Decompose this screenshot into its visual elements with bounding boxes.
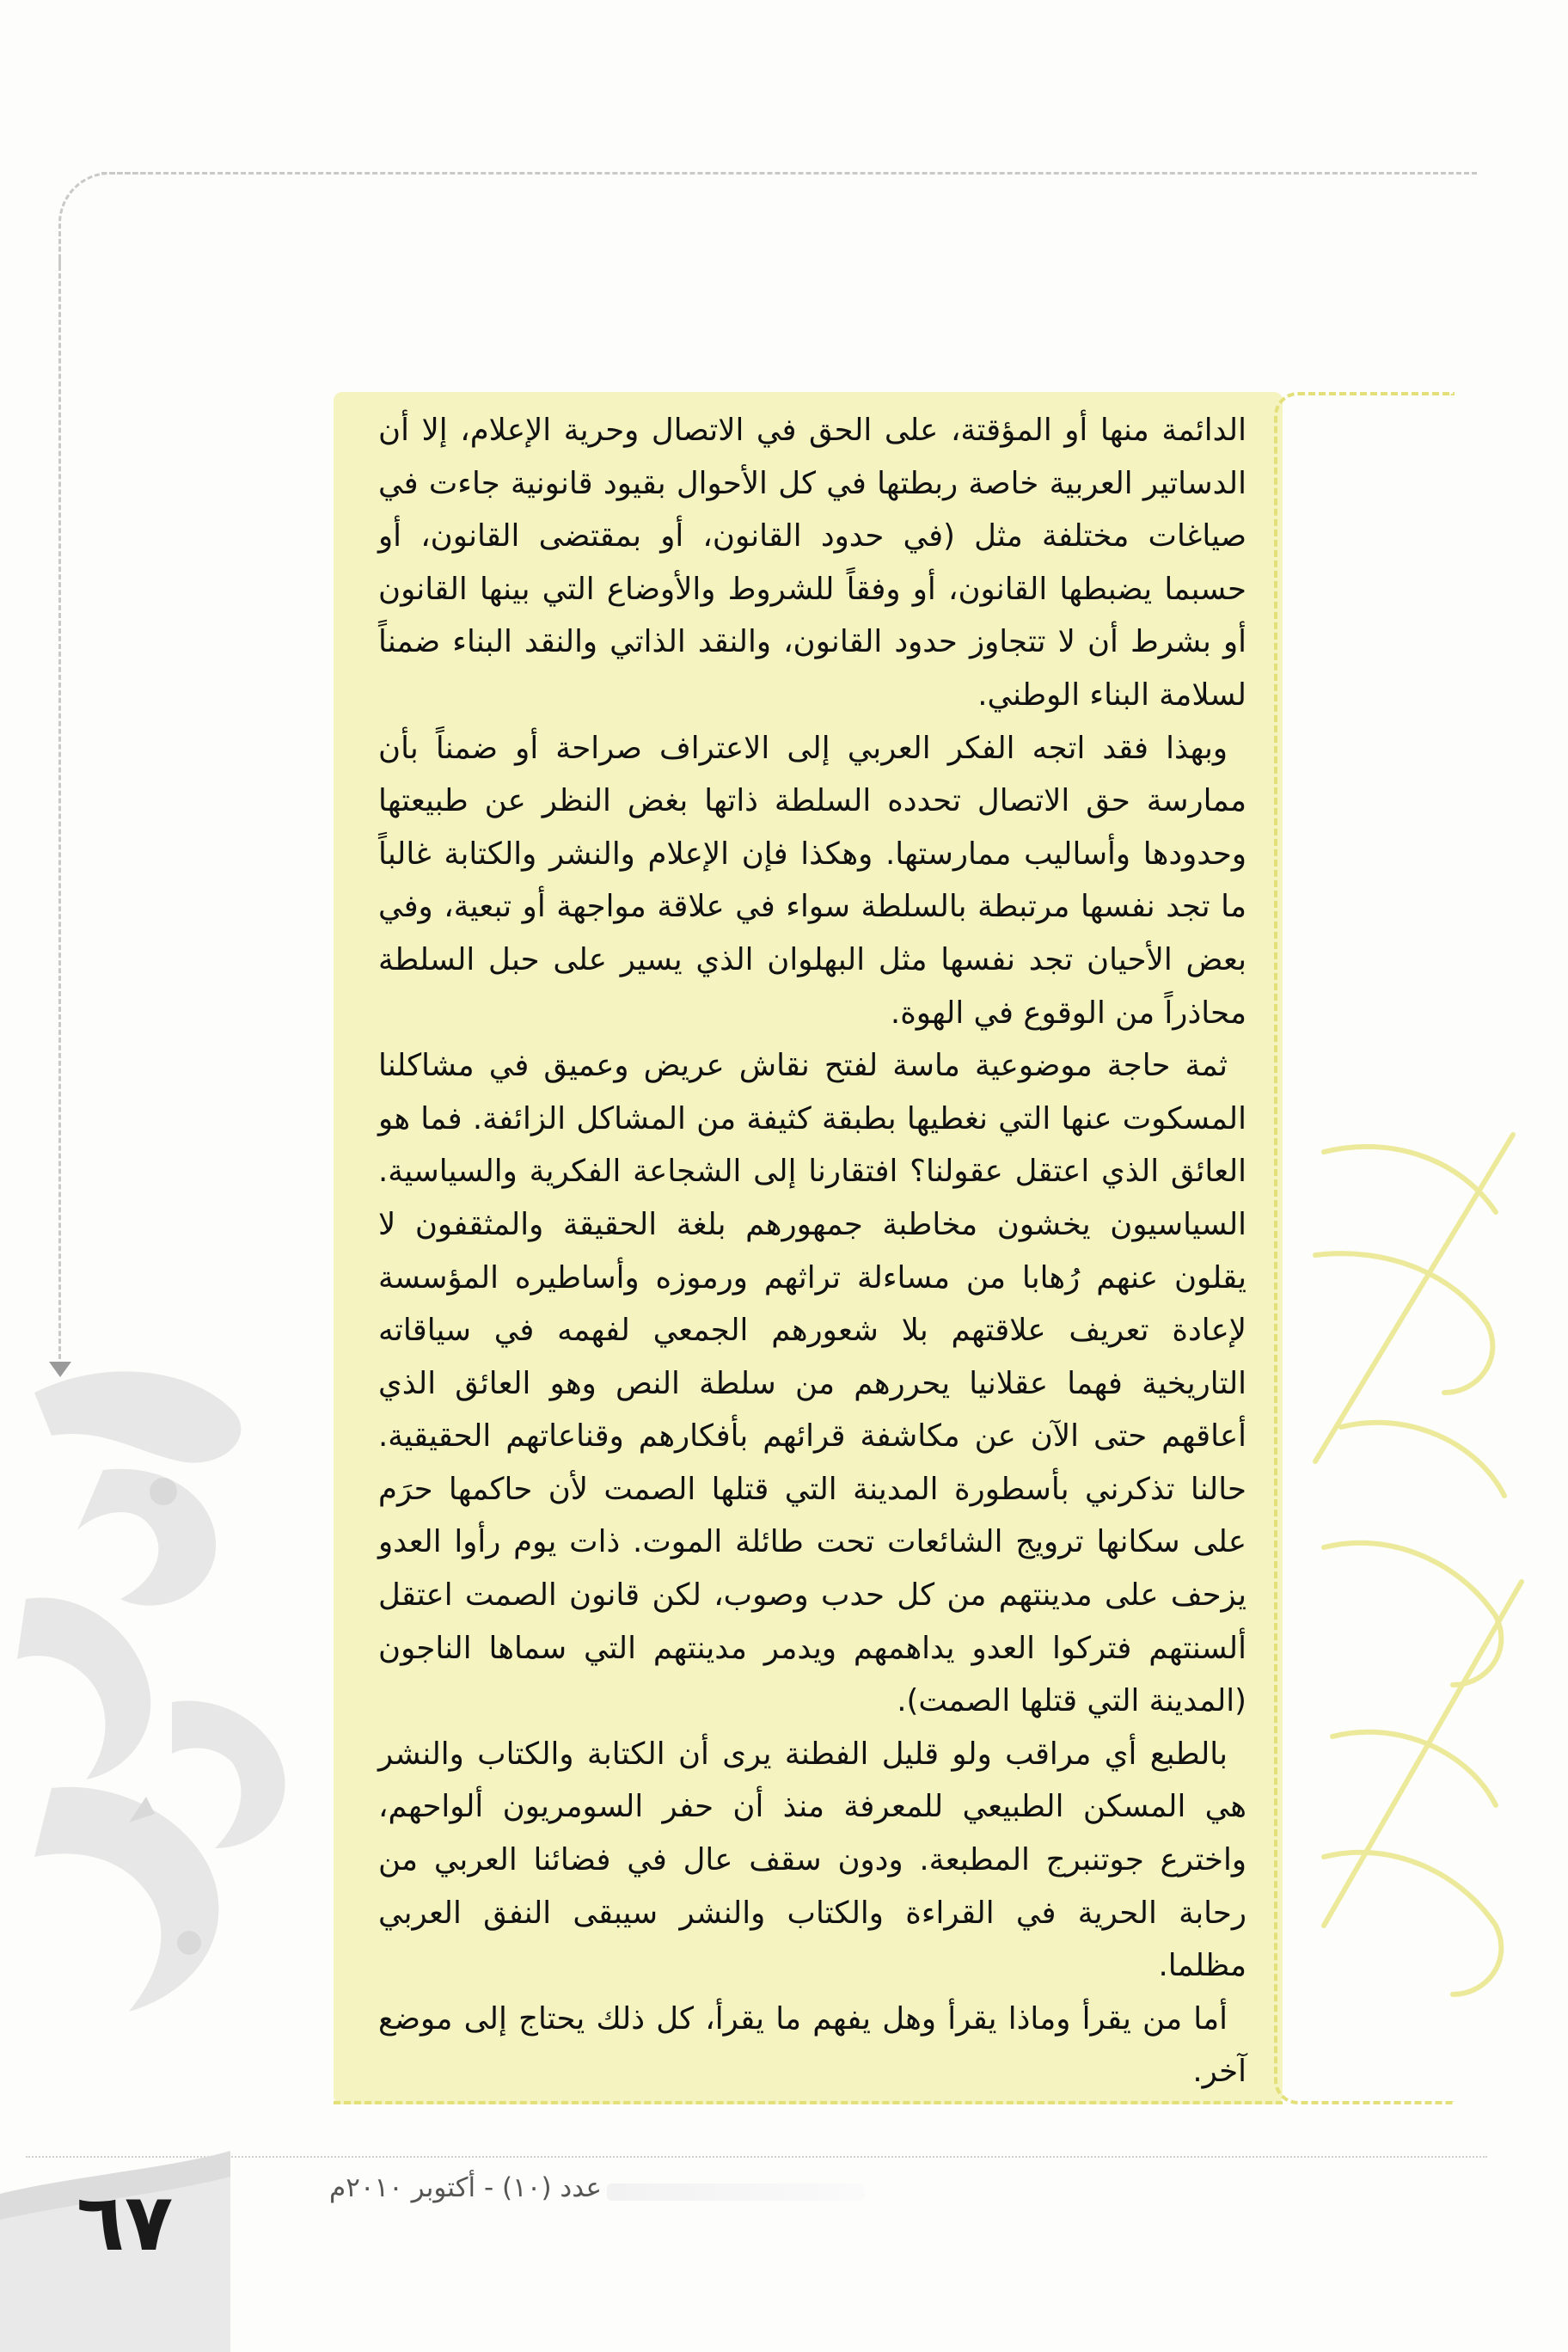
page-number: ٦٧ xyxy=(76,2177,174,2269)
issue-label: عدد (١٠) - أكتوبر ٢٠١٠م xyxy=(329,2172,602,2203)
article-paragraph: أما من يقرأ وماذا يقرأ وهل يفهم ما يقرأ، كل ذلك يحتاج إلى موضع آخر. xyxy=(378,2000,1246,2090)
article-paragraph: الدائمة منها أو المؤقتة، على الحق في الاتصال وحرية الإعلام، إلا أن الدساتير العربية خاصة ربطتها في كل الأحوال بقيود قانونية جاءت في صياغات مختلفة مثل (في حدود القانون، أو بمقتضى القانون، أو حسبما يضبطها القانون، أو وفقاً للشروط والأوضاع التي بينها القانون أو بشرط أن لا تتجاوز حدود القانون، والنقد الذاتي والنقد البناء ضمناً لسلامة البناء الوطني. xyxy=(378,413,1246,713)
decorative-dashed-frame-corner xyxy=(58,172,153,266)
article-paragraph: ثمة حاجة موضوعية ماسة لفتح نقاش عريض وعميق في مشاكلنا المسكوت عنها التي نغطيها بطبقة كثيفة من المشاكل الزائفة. فما هو العائق الذي اعتقل عقولنا؟ افتقارنا إلى الشجاعة الفكرية والسياسية. السياسيون يخشون مخاطبة جمهورهم بلغة الحقيقة والمثقفون لا يقلون عنهم رُهابا من مساءلة تراثهم ورموزه وأساطيره المؤسسة لإعادة تعريف علاقتهم بلا شعورهم الجمعي لفهمه في سياقاته التاريخية فهما عقلانيا يحررهم من سلطة النص وهو العائق الذي أعاقهم حتى الآن عن مكاشفة قرائهم بأفكارهم وقناعاتهم الحقيقية. حالنا تذكرني بأسطورة المدينة التي قتلها الصمت لأن حاكمها حرَم على سكانها ترويج الشائعات تحت طائلة الموت. ذات يوم رأوا العدو يزحف على مدينتهم من كل حدب وصوب، لكن قانون الصمت اعتقل ألسنتهم فتركوا العدو يداهمهم ويدمر مدينتهم التي سماها الناجون (المدينة التي قتلها الصمت). xyxy=(378,1048,1246,1719)
footer-divider xyxy=(26,2156,1487,2159)
calligraphy-decoration-left xyxy=(0,1341,309,2080)
article-paragraph: وبهذا فقد اتجه الفكر العربي إلى الاعتراف صراحة أو ضمناً بأن ممارسة حق الاتصال تحدده السلطة ذاتها بغض النظر عن طبيعتها وحدودها وأساليب ممارستها. وهكذا فإن الإعلام والنشر والكتابة غالباً ما تجد نفسها مرتبطة بالسلطة سواء في علاقة مواجهة أو تبعية، وفي بعض الأحيان تجد نفسها مثل البهلوان الذي يسير على حبل السلطة محاذراً من الوقوع في الهوة. xyxy=(378,730,1246,1031)
article-paragraph: بالطبع أي مراقب ولو قليل الفطنة يرى أن الكتابة والكتاب والنشر هي المسكن الطبيعي للمعرفة منذ أن حفر السومريون ألواحهم، واخترع جوتنبرج المطبعة. ودون سقف عال في فضائنا العربي من رحابة الحرية في القراءة والكتاب والنشر سيبقى النفق العربي مظلما. xyxy=(378,1736,1246,1984)
footer-faint-text xyxy=(607,2184,865,2201)
decorative-dashed-frame-top xyxy=(101,172,1477,175)
article-body xyxy=(378,404,1246,2098)
panel-dashed-border-bottom xyxy=(334,2101,1283,2105)
panel-dashed-border xyxy=(1274,392,1455,2104)
decorative-dashed-frame-left xyxy=(58,258,62,1367)
